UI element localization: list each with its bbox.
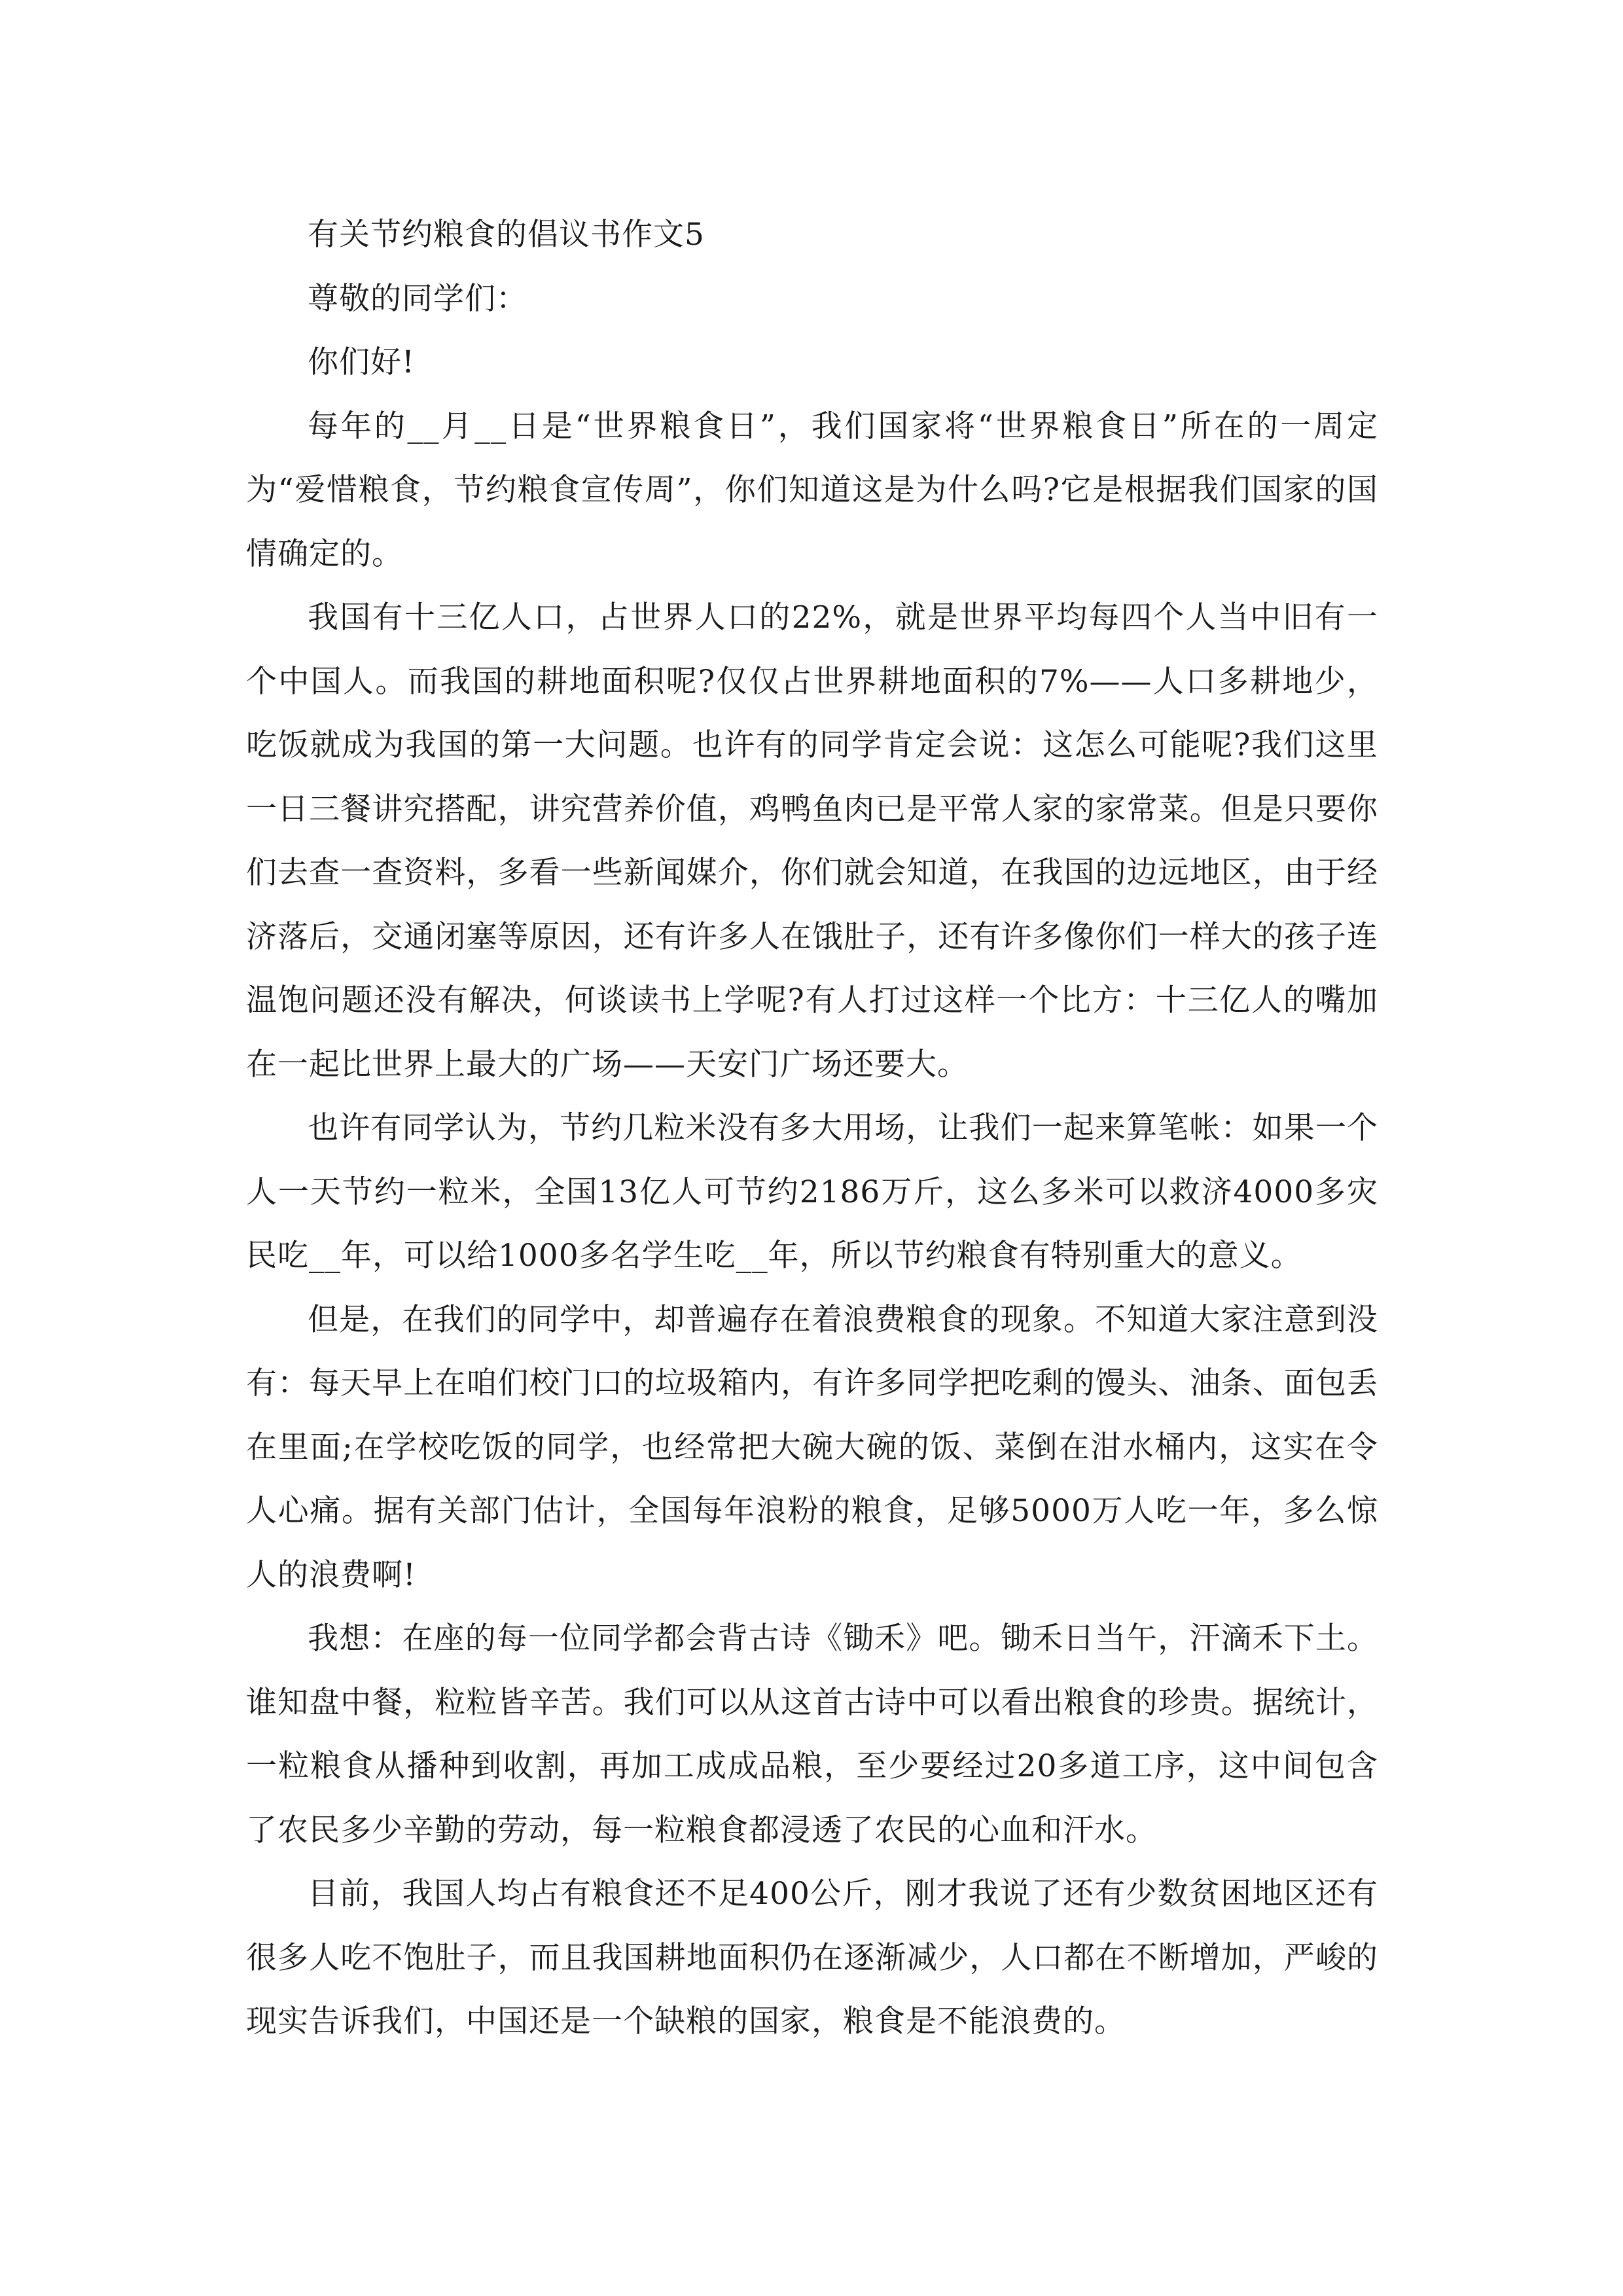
paragraph: 我国有十三亿人口，占世界人口的22%，就是世界平均每四个人当中旧有一个中国人。而我国的耕地面积呢?仅仅占世界耕地面积的7%——人口多耕地少，吃饭就成为我国的第一大问题。也许有的同学肯定会说：这怎么可能呢?我们这里一日三餐讲究搭配，讲究营养价值，鸡鸭鱼肉已是平常人家的家常菜。但是只要你们去查一查资料，多看一些新闻媒介，你们就会知道，在我国的边远地区，由于经济落后，交通闭塞等原因，还有许多人在饿肚子，还有许多像你们一样大的孩子连温饱问题还没有解决，何谈读书上学呢?有人打过这样一个比方：十三亿人的嘴加在一起比世界上最大的广场——天安门广场还要大。 (246, 600, 1378, 1083)
greeting: 你们好! (308, 344, 415, 380)
paragraph: 但是，在我们的同学中，却普遍存在着浪费粮食的现象。不知道大家注意到没有：每天早上在咱们校门口的垃圾箱内，有许多同学把吃剩的馒头、油条、面包丢在里面;在学校吃饭的同学，也经常把大碗大碗的饭、菜倒在泔水桶内，这实在令人心痛。据有关部门估计，全国每年浪粉的粮食，足够5000万人吃一年，多么惊人的浪费啊! (246, 1301, 1378, 1593)
document-title: 有关节约粮食的倡议书作文5 (308, 217, 705, 253)
salutation: 尊敬的同学们： (308, 280, 527, 317)
paragraph: 我想：在座的每一位同学都会背古诗《锄禾》吧。锄禾日当午，汗滴禾下土。谁知盘中餐，粒粒皆辛苦。我们可以从这首古诗中可以看出粮食的珍贵。据统计，一粒粮食从播种到收割，再加工成成品粮，至少要经过20多道工序，这中间包含了农民多少辛勤的劳动，每一粒粮食都浸透了农民的心血和汗水。 (246, 1621, 1378, 1848)
document-body (246, 203, 1378, 2054)
paragraph: 目前，我国人均占有粮食还不足400公斤，刚才我说了还有少数贫困地区还有很多人吃不饱肚子，而且我国耕地面积仍在逐渐减少，人口都在不断增加，严峻的现实告诉我们，中国还是一个缺粮的国家，粮食是不能浪费的。 (246, 1876, 1378, 2039)
paragraph: 每年的__月__日是“世界粮食日”，我们国家将“世界粮食日”所在的一周定为“爱惜粮食，节约粮食宣传周”，你们知道这是为什么吗?它是根据我们国家的国情确定的。 (246, 408, 1378, 572)
paragraph: 也许有同学认为，节约几粒米没有多大用场，让我们一起来算笔帐：如果一个人一天节约一粒米，全国13亿人可节约2186万斤，这么多米可以救济4000多灾民吃__年，可以给1000多名学生吃__年，所以节约粮食有特别重大的意义。 (246, 1110, 1378, 1274)
